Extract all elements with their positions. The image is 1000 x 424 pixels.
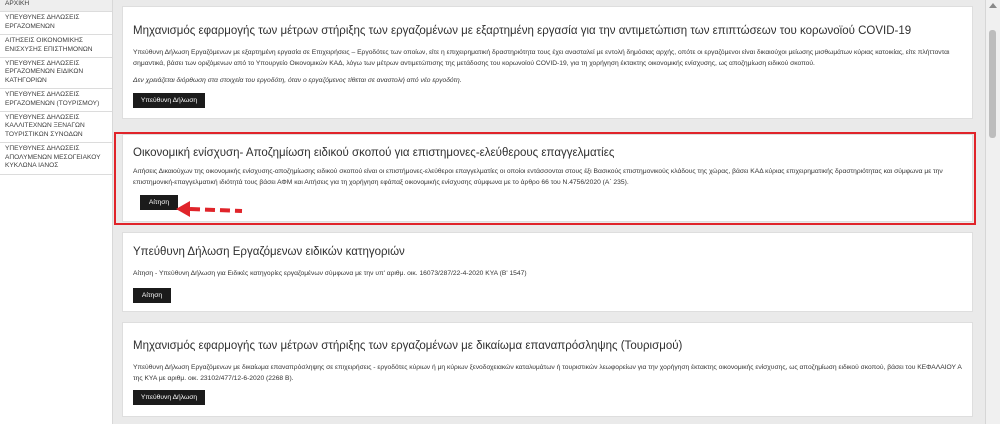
card-covid-employees [122, 6, 973, 119]
sidebar-item-home[interactable]: ΑΡΧΙΚΗ [0, 0, 112, 12]
card-description: Υπεύθυνη Δήλωση Εργαζόμενων με εξαρτημένη εργασία σε Επιχειρήσεις – Εργοδότες των οποίων, είτε η επιχειρηματική δραστηριότητα τους έχει ανασταλεί με εντολή δημόσιας αρχής, οπότε οι εργαζόμενοι είναι δικαιούχοι μείωσης μισθωμάτων κύριας κατοικίας, είτε πλήττονται σημαντικά, βάσει των οριζόμενων από το Υπουργείο Οικονομικών ΚΑΔ, λόγω των μέτρων αντιμετώπισης της μετάδοσης του κορωνοϊού COVID-19, για τη χορήγηση έκτακτης οικονομικής ενίσχυσης, ως αποζημίωση ειδικού σκοπού. [133, 49, 950, 67]
application-button[interactable]: Αίτηση [140, 195, 178, 210]
application-button[interactable]: Αίτηση [133, 288, 171, 303]
scroll-thumb[interactable] [989, 30, 996, 138]
declaration-button[interactable]: Υπεύθυνη Δήλωση [133, 390, 205, 405]
scroll-up-icon[interactable] [989, 3, 997, 8]
sidebar-item-tourism[interactable]: ΥΠΕΥΘΥΝΕΣ ΔΗΛΩΣΕΙΣ ΕΡΓΑΖΟΜΕΝΩΝ (ΤΟΥΡΙΣΜΟΥ) [0, 89, 112, 112]
sidebar-item-ianos-cyclone[interactable]: ΥΠΕΥΘΥΝΕΣ ΔΗΛΩΣΕΙΣ ΑΠΟΛΥΜΕΝΩΝ ΜΕΣΟΓΕΙΑΚΟΥ ΚΥΚΛΩΝΑ ΙΑΝΟΣ [0, 143, 112, 174]
card-description: Υπεύθυνη Δήλωση Εργαζόμενων με δικαίωμα επαναπρόσληψης σε επιχειρήσεις - εργοδότες κύριων ή μη κύριων ξενοδοχειακών καταλυμάτων ή τουριστικών λεωφορείων για την χορήγηση έκτακτης οικονομικής ενίσχυσης, ως αποζημίωση ειδικού σκοπού, βάσει του ΚΕΦΑΛΑΙΟΥ Α της ΚΥΑ με αριθμ. οικ. 23102/477/12-6-2020 (2268 Β). [133, 364, 962, 382]
card-description: Αίτηση - Υπεύθυνη Δήλωση για Ειδικές κατηγορίες εργαζομένων σύμφωνα με την υπ' αριθμ. οικ. 16073/287/22-4-2020 ΚΥΑ (Β' 1547) [133, 270, 527, 277]
sidebar-item-scientist-support[interactable]: ΑΙΤΗΣΕΙΣ ΟΙΚΟΝΟΜΙΚΗΣ ΕΝΙΣΧΥΣΗΣ ΕΠΙΣΤΗΜΟΝΩΝ [0, 35, 112, 58]
card-title: Μηχανισμός εφαρμογής των μέτρων στήριξης των εργαζομένων με εξαρτημένη εργασία για την αντιμετώπιση των επιπτώσεων του κορωνοϊού COVID-19 [133, 25, 912, 37]
card-tourism-rehire [122, 322, 973, 417]
card-title: Οικονομική ενίσχυση- Αποζημίωση ειδικού σκοπού για επιστημονες-ελεύθερους επαγγελματίες [133, 147, 615, 159]
vertical-scrollbar[interactable] [985, 0, 1000, 424]
card-note: Δεν χρειάζεται διόρθωση στα στοιχεία του εργοδότη, όταν ο εργαζόμενος τίθεται σε αναστολή από νέο εργοδότη. [133, 77, 462, 84]
sidebar-item-artists-guides[interactable]: ΥΠΕΥΘΥΝΕΣ ΔΗΛΩΣΕΙΣ ΚΑΛΛΙΤΕΧΝΩΝ ΞΕΝΑΓΩΝ ΤΟΥΡΙΣΤΙΚΩΝ ΣΥΝΟΔΩΝ [0, 112, 112, 143]
sidebar-nav [0, 0, 113, 424]
card-title: Μηχανισμός εφαρμογής των μέτρων στήριξης των εργαζομένων με δικαίωμα επαναπρόσληψης (Τουρισμού) [133, 340, 683, 352]
sidebar-item-special-categories[interactable]: ΥΠΕΥΘΥΝΕΣ ΔΗΛΩΣΕΙΣ ΕΡΓΑΖΟΜΕΝΩΝ ΕΙΔΙΚΩΝ ΚΑΤΗΓΟΡΙΩΝ [0, 58, 112, 89]
sidebar-item-employee-declarations[interactable]: ΥΠΕΥΘΥΝΕΣ ΔΗΛΩΣΕΙΣ ΕΡΓΑΖΟΜΕΝΩΝ [0, 12, 112, 35]
red-dashed-arrow-icon [176, 198, 246, 220]
card-description: Αιτήσεις Δικαιούχων της οικονομικής ενίσχυσης-αποζημίωσης ειδικού σκοπού είναι οι επιστήμονες-ελεύθεροι επαγγελματίες οι οποίοι εντάσσονται στους έξι Βασικούς επιστημονικούς κλάδους της χώρας, βάσει ΚΑΔ κύριας επιχειρηματικής δραστηριότητας και σύμφωνα με την επιστημονική-επαγγελματική ιδιότητά τους βάσει ΑΦΜ και Αιτήσεις για τη χορήγηση εφάπαξ οικονομικής ενίσχυσης σύμφωνα με το άρθρο 66 του Ν.4756/2020 (Α΄ 235). [133, 168, 943, 186]
card-special-categories [122, 232, 973, 312]
declaration-button[interactable]: Υπεύθυνη Δήλωση [133, 93, 205, 108]
card-title: Υπεύθυνη Δήλωση Εργαζόμενων ειδικών κατηγοριών [133, 246, 405, 258]
